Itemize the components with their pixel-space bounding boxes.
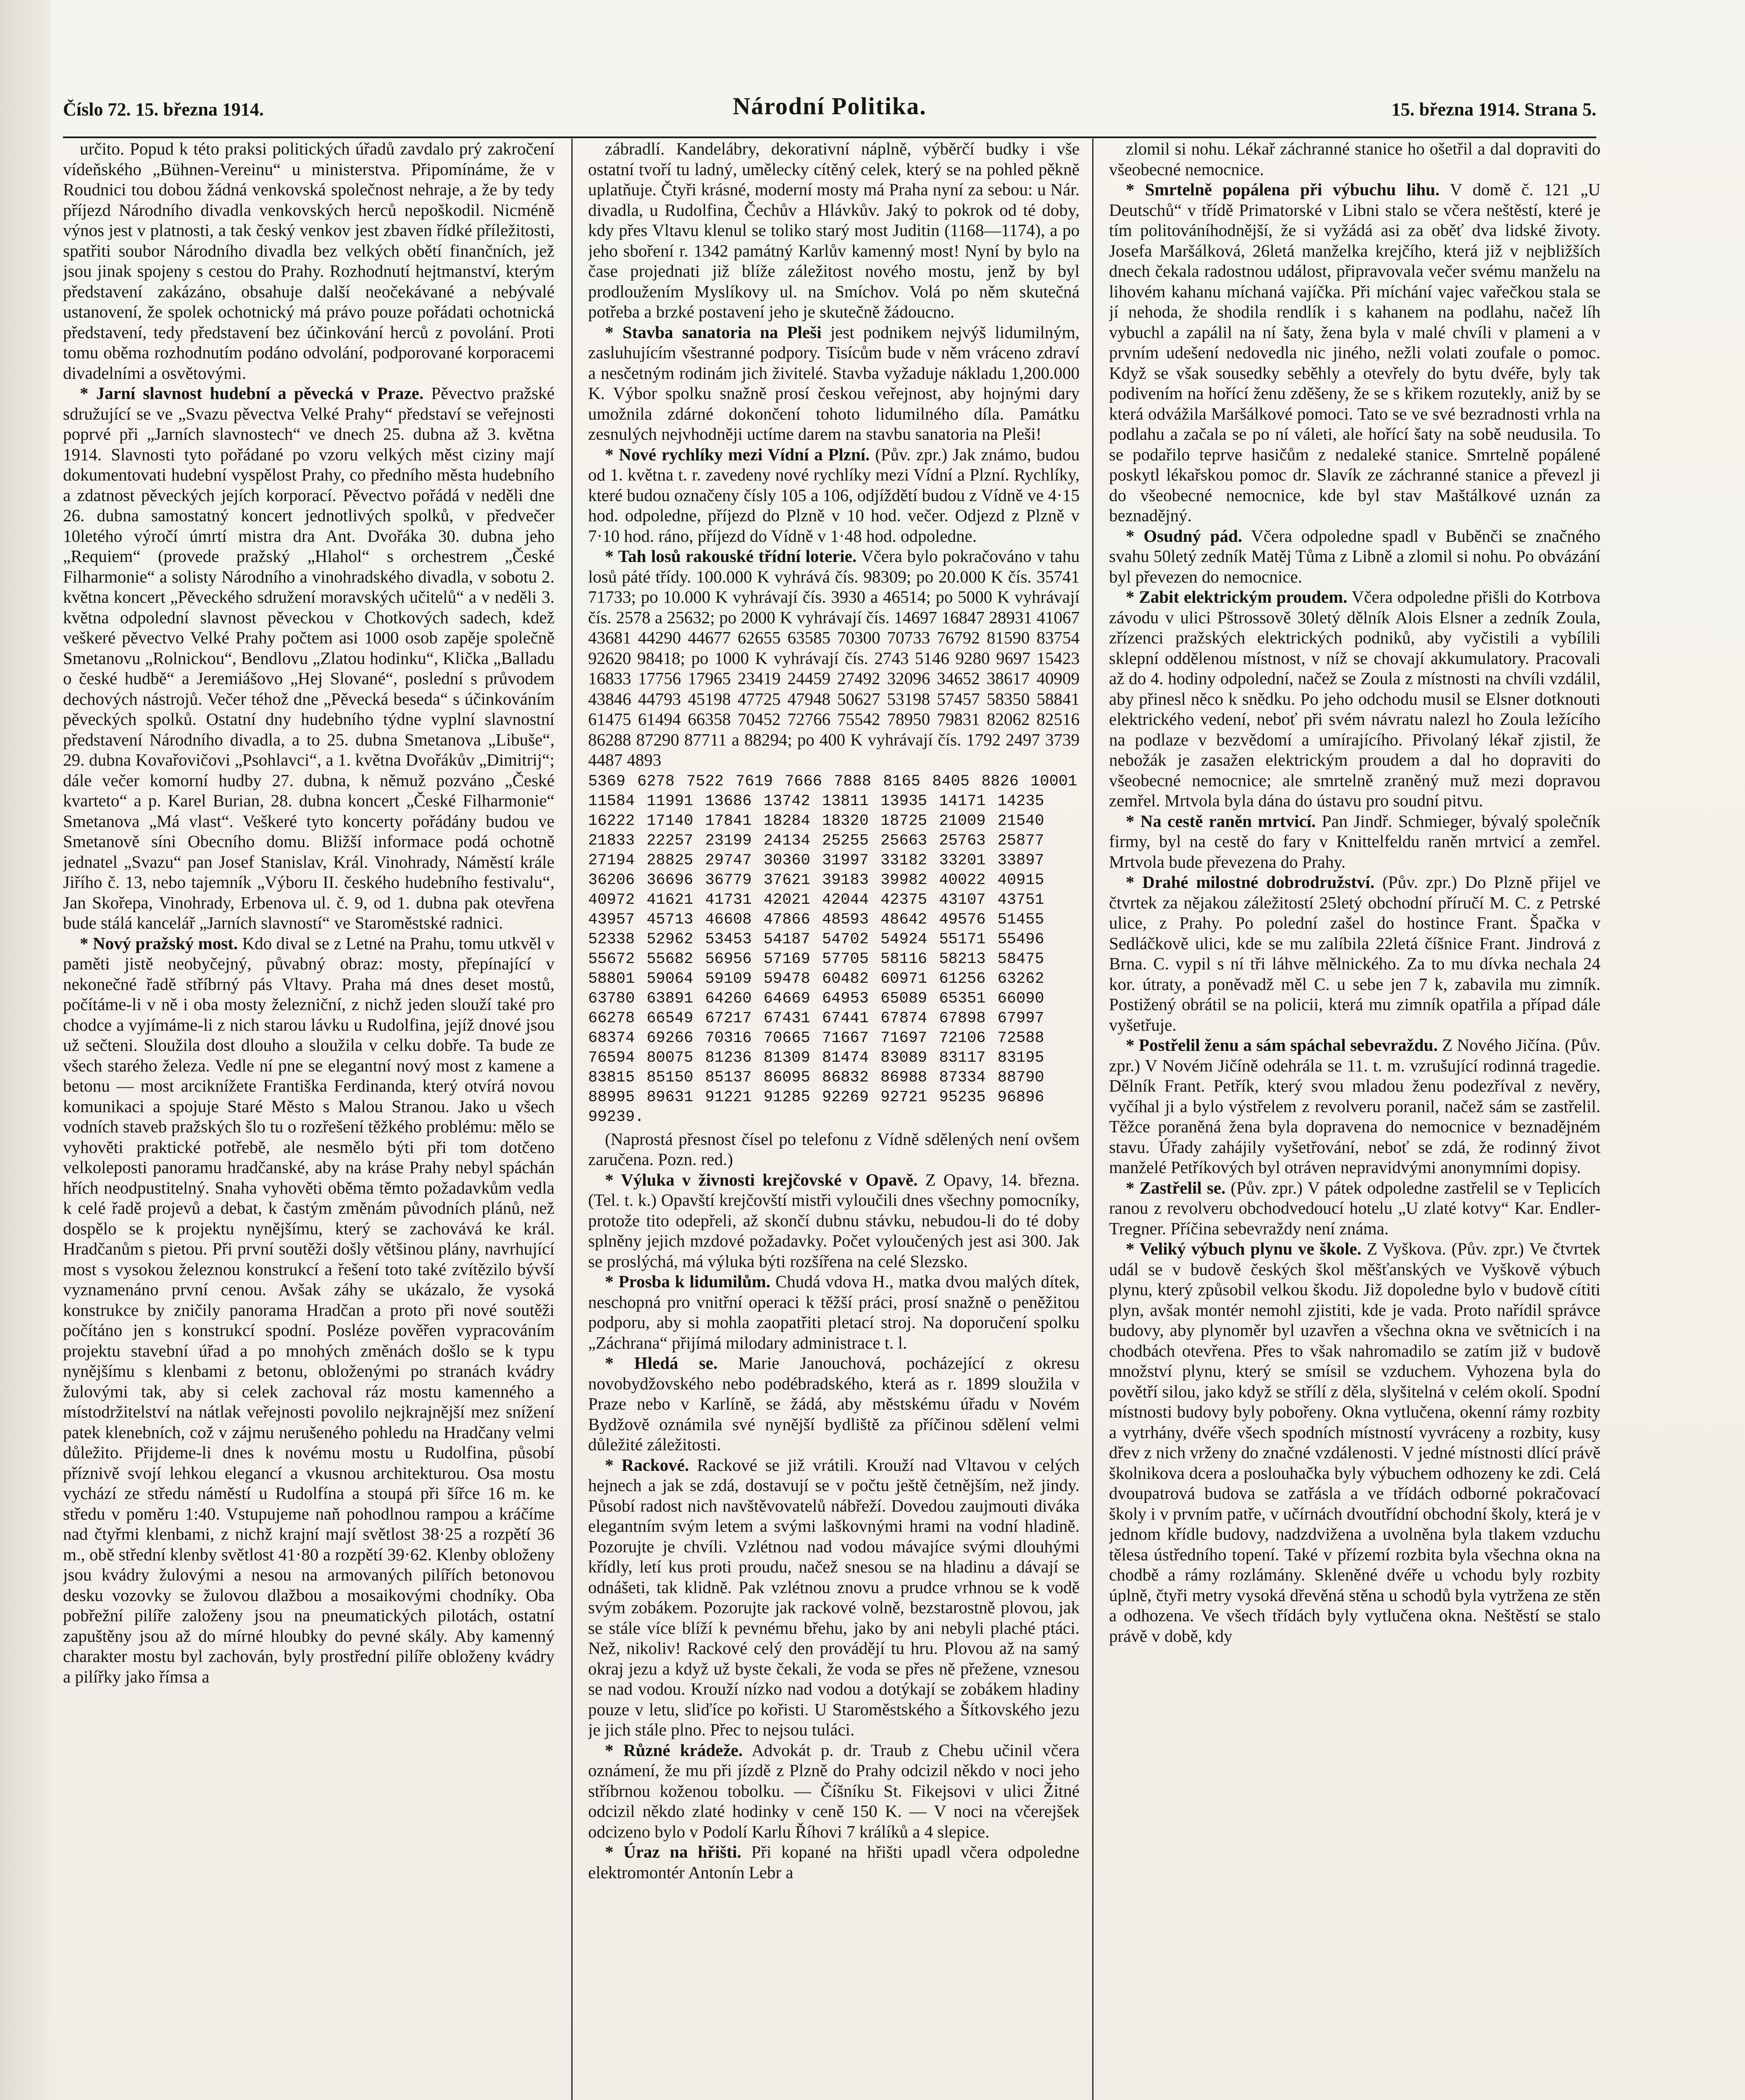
article-text: Při kopané na hřišti upadl včera odpoledne elektromontér Antonín Lebr a xyxy=(588,1842,1080,1882)
article-headline: * Výluka v živnosti krejčovské v Opavě. xyxy=(605,1170,918,1189)
article-paragraph xyxy=(1109,587,1600,811)
article-paragraph xyxy=(588,322,1080,444)
article-paragraph xyxy=(588,1842,1080,1882)
article-text: zábradlí. Kandelábry, dekorativní náplně, výběrčí budky i vše ostatní tvoří tu ladný, umělecky cítěný celek, který se na pohled pěkně uplatňuje. Čtyři krásné, moderní mosty má Praha nyní za sebou: u Nár. divadla, u Rudolfina, Čechův a Hlávkův. Jaký to pokrok od té doby, kdy přes Vltavu klenul se toliko starý most Juditin (1168—1174), a po jeho sboření r. 1342 památný Karlův kamenný most! Nyní by bylo na čase projednati již blíže záležitost nového mostu, jenž by byl prodloužením Myslíkovy ul. na Smíchov. Volá po něm skutečná potřeba a brzké postavení jeho je skutečně žádoucno. xyxy=(588,139,1080,321)
article-text: určito. Popud k této praksi politických úřadů zavdalo prý zakročení vídeňského „Bühnen-Vereinu“ u ministerstva. Připomínáme, že v Roudnici tou dobou žádná venkovská společnost nehraje, a že by tedy příjezd Národního divadla venkovských herců nepoškodil. Nicméně výnos jest v platnosti, a tak český venkov jest zbaven řídké příležitosti, spatřiti soubor Národního divadla bez velkých obětí finančních, jež jsou jinak spojeny s cestou do Prahy. Rozhodnutí hejtmanství, kterým představení zakázáno, obsahuje další neočekávané a nebývalé ustanovení, že spolek ochotnický má právo pouze pořádati ochotnická představení, tedy představení bez účinkování herců z povolání. Proti tomu oběma rozhodnutím podáno odvolání, podporované korporacemi divadelními a osvětovými. xyxy=(63,139,555,383)
article-paragraph xyxy=(588,1129,1080,1170)
article-paragraph xyxy=(1109,179,1600,526)
article-text: V domě č. 121 „U Deutschů“ v třídě Primatorské v Libni stalo se včera neštěstí, které je tím politováníhodnější, že si vyžádá asi za oběť dva lidské životy. Josefa Maršálková, 26letá manželka krejčího, která již v nejbližších dnech čekala radostnou událost, připravovala večer svému manželu na lihovém kahanu míchaná vajíčka. Při míchání vajec vařečkou stala se jí nehoda, že shodila rendlík i s kahanem na podlahu, načež líh vybuchl a zapálil na ní šaty, žena byla v malé chvíli v plameni a v prvním udešení nedovedla nic jiného, nežli volati zoufale o pomoc. Když se však sousedky seběhly a otevřely do bytu dvéře, byly tak podivením na hořící ženu zděšeny, že se s křikem rozutekly, aniž by se která odvážila Maršálkové pomoci. Tato se ve své bezradnosti vrhla na podlahu a začala se po ní váleti, ale hořící šaty na sobě neudusila. To se podařilo teprve hasičům z nedaleké stanice. Smrtelně popálené poskytl lékařskou pomoc dr. Slavík ze záchranné stanice a převezl ji do všeobecné nemocnice, kde byl stav Maštálkové uznán za beznadějný. xyxy=(1109,180,1600,525)
article-text: Pěvectvo pražské sdružující se ve „Svazu pěvectva Velké Prahy“ představí se veřejnosti poprvé při „Jarních slavnostech“ ve dnech 25. dubna až 3. května 1914. Slavnosti tyto pořádané po vzoru velkých měst ciziny mají dokumentovati hudební vyspělost Prahy, co předního města hudebního a zdatnost pěveckých jejích korporací. Pěvectvo pořádá v neděli dne 26. dubna samostatný koncert jednotlivých spolků, v předvečer 10letého výročí úmrtí mistra dra Ant. Dvořáka 30. dubna jeho „Requiem“ (provede pražský „Hlahol“ s orchestrem „České Filharmonie“ a solisty Národního a vinohradského divadla, v sobotu 2. května koncert „Pěveckého sdružení moravských učitelů“ a v neděli 3. května odpolední slavnost pěveckou v Chotkových sadech, kdež veškeré pěvectvo Velké Prahy počtem asi 1000 osob zapěje společně Smetanovu „Rolnickou“, Bendlovu „Zlatou hodinku“, Klička „Balladu o české hudbě“ a Jeremiášovo „Hej Slované“, poslední s průvodem dechových nástrojů. Večer téhož dne „Pěvecká beseda“ s účinkováním pěveckých spolků. Ostatní dny hudebního týdne vyplní slavnostní představení Národního divadla, a to 25. dubna Smetanova „Libuše“, 29. dubna Kovařovičovi „Psohlavci“, a 1. května Dvořákův „Dimitrij“; dále večer komorní hudby 27. dubna, k němuž pozváno „České kvarteto“ a p. Karel Burian, 28. dubna koncert „České Filharmonie“ Smetanova „Má vlast“. Veškeré tyto koncerty pořádány budou ve Smetanově síni Obecního domu. Bližší informace podá ochotně jednatel „Svazu“ pan Josef Stanislav, Král. Vinohrady, Náměstí krále Jiřího č. 13, nebo tajemník „Výboru II. českého hudebního festivalu“, Jan Skořepa, Vinohrady, Erbenova ul. č. 9, od 1. dubna pak otevřena bude stálá kancelář „Jarních slavností“ ve Staroměstské radnici. xyxy=(63,383,555,932)
page-left-margin xyxy=(0,0,50,2100)
article-paragraph xyxy=(588,444,1080,546)
article-paragraph xyxy=(1109,1035,1600,1178)
lottery-numbers-row: 68374 69266 70316 70665 71667 71697 72106 72588 xyxy=(588,1029,1044,1047)
article-headline: * Drahé milostné dobrodružství. xyxy=(1126,872,1374,892)
lottery-numbers-row: 27194 28825 29747 30360 31997 33182 33201 33897 xyxy=(588,851,1044,869)
article-text: Rackové se již vrátili. Krouží nad Vltavou v celých hejnech a jak se zdá, dostavují se v počtu ještě četnějším, než jindy. Působí radost nich navštěvovatelů nábřeží. Dovedou zaujmouti diváka elegantním svým letem a svými laškovnými hrami na vodní hladině. Pozorujte je chvíli. Vzlétnou nad vodou mávajíce svými dlouhými křídly, letí kus proti proudu, načež snesou se na hladinu a dávají se odnášeti, tak klidně. Pak vzlétnou znovu a prudce vrhnou se k vodě svým zobákem. Pozorujte jak rackové volně, bezstarostně plovou, jak se stále více blíží k pevnému břehu, jako by ani nebyli plaché ptáci. Než, nikoliv! Rackové celý den provádějí tu hru. Plovou až na samý okraj jezu a když už byste čekali, že voda se přes ně přežene, vznesou se nad vodou. Krouží nízko nad vodou a dotýkají se zobákem hladiny pouze v letu, sliďíce po kořisti. U Staroměstského a Šítkovského jezu je jich stále plno. Přec to nejsou tuláci. xyxy=(588,1455,1080,1739)
article-headline: * Smrtelně popálena při výbuchu lihu. xyxy=(1126,180,1440,199)
lottery-numbers-row: 58801 59064 59109 59478 60482 60971 61256 63262 xyxy=(588,970,1044,988)
article-text: Advokát p. dr. Traub z Chebu učinil včera oznámení, že mu při jízdě z Plzně do Prahy odcizil někdo v noci jeho stříbrnou koženou tobolku. — Číšníku St. Fikejsovi v ulici Žitné odcizil někdo zlaté hodinky v ceně 150 K. — V noci na včerejšek odcizeno bylo v Podolí Karlu Říhovi 7 králíků a 4 slepice. xyxy=(588,1740,1080,1841)
column-3 xyxy=(1109,139,1600,2100)
article-headline: * Nové rychlíky mezi Vídní a Plzní. xyxy=(605,444,870,464)
lottery-numbers-row: 43957 45713 46608 47866 48593 48642 49576 51455 xyxy=(588,911,1044,929)
article-paragraph xyxy=(588,1170,1080,1272)
article-paragraph xyxy=(588,139,1080,322)
article-headline: * Tah losů rakouské třídní loterie. xyxy=(605,546,857,566)
lottery-numbers-row: 36206 36696 36779 37621 39183 39982 40022 40915 xyxy=(588,871,1044,889)
article-paragraph xyxy=(588,1740,1080,1842)
article-paragraph xyxy=(63,139,555,383)
article-text: Chudá vdova H., matka dvou malých dítek, neschopná pro vnitřní operaci k těžší práci, prosí snažně o peněžitou podporu, aby si mohla zaopatřiti pletací stroj. Na doporučení spolku „Záchrana“ přijímá milodary administrace t. l. xyxy=(588,1272,1080,1352)
article-headline: * Osudný pád. xyxy=(1126,526,1243,546)
lottery-numbers-row: 99239. xyxy=(588,1108,644,1126)
lottery-numbers-row: 52338 52962 53453 54187 54702 54924 55171 55496 xyxy=(588,930,1044,948)
article-headline: * Hledá se. xyxy=(605,1353,718,1373)
article-text: Pan Jindř. Schmieger, bývalý společník firmy, byl na cestě do fary v Knittelfeldu raněn mrtvicí a zemřel. Mrtvola bude převezena do Prahy. xyxy=(1109,811,1600,872)
header-rule xyxy=(63,136,1596,138)
lottery-numbers-row: 83815 85150 85137 86095 86832 86988 87334 88790 xyxy=(588,1068,1044,1087)
article-text: Včera odpoledne spadl v Buběnči se značného svahu 50letý zedník Matěj Tůma z Libně a zlomil si nohu. Po obvázání byl převezen do nemocnice. xyxy=(1109,526,1600,586)
article-headline: * Nový pražský most. xyxy=(80,933,238,953)
article-headline: * Jarní slavnost hudební a pěvecká v Praze. xyxy=(80,383,424,403)
article-paragraph xyxy=(588,1455,1080,1740)
article-headline: * Rackové. xyxy=(605,1455,689,1475)
article-text: (Naprostá přesnost čísel po telefonu z Vídně sdělených není ovšem zaručena. Pozn. red.) xyxy=(588,1129,1080,1169)
article-paragraph xyxy=(63,383,555,933)
article-paragraph xyxy=(1109,872,1600,1035)
article-headline: * Stavba sanatoria na Pleši xyxy=(605,322,822,342)
article-headline: * Na cestě raněn mrtvicí. xyxy=(1126,811,1316,831)
article-text: zlomil si nohu. Lékař záchranné stanice ho ošetřil a dal dopraviti do všeobecné nemocnice. xyxy=(1109,139,1600,179)
article-text: Z Opavy, 14. března. (Tel. t. k.) Opavští krejčovští mistři vyloučili dnes všechny pomocníky, protože tito odepřeli, až skončí dubnu stávku, nebudou-li do té doby splněny jejich mzdové požadavky. Počet vyloučených jest asi 300. Jak se proslýchá, má výluka býti rozšířena na celé Slezsko. xyxy=(588,1170,1080,1271)
lottery-numbers-row: 40972 41621 41731 42021 42044 42375 43107 43751 xyxy=(588,891,1044,909)
page-header xyxy=(63,90,1596,136)
column-1 xyxy=(63,139,555,2100)
lottery-numbers-row: 21833 22257 23199 24134 25255 25663 25763 25877 xyxy=(588,832,1044,850)
article-paragraph xyxy=(1109,1178,1600,1239)
lottery-numbers-row: 55672 55682 56956 57169 57705 58116 58213 58475 xyxy=(588,950,1044,968)
article-headline: * Veliký výbuch plynu ve škole. xyxy=(1126,1239,1361,1258)
lottery-numbers-row: 16222 17140 17841 18284 18320 18725 21009 21540 xyxy=(588,812,1044,830)
article-headline: * Prosba k lidumilům. xyxy=(605,1272,770,1291)
article-text: (Pův. zpr.) V pátek odpoledne zastřelil se v Teplicích ranou z revolveru obchodvedoucí hotelu „U zlaté kotvy“ Kar. Endler-Tregner. Příčina sebevraždy není známa. xyxy=(1109,1178,1600,1238)
lottery-numbers-table xyxy=(588,772,1080,1127)
article-text: Marie Janouchová, pocházející z okresu novobydžovského nebo podébradského, která as r. 1899 sloužila v Praze nebo v Karlíně, se žádá, aby městskému úřadu v Novém Bydžově oznámila své nynější bydliště za příčinou sdělení velmi důležité záležitosti. xyxy=(588,1353,1080,1454)
lottery-numbers-row: 11584 11991 13686 13742 13811 13935 14171 14235 xyxy=(588,792,1044,810)
article-headline: * Zabit elektrickým proudem. xyxy=(1126,587,1348,606)
column-divider xyxy=(1092,139,1093,2100)
lottery-numbers-row: 63780 63891 64260 64669 64953 65089 65351 66090 xyxy=(588,990,1044,1008)
article-paragraph xyxy=(1109,811,1600,872)
article-paragraph xyxy=(1109,139,1600,179)
article-text: Z Vyškova. (Pův. zpr.) Ve čtvrtek udál se v budově českých škol měšťanských ve Vyškově výbuch plynu, který způsobil velkou škodu. Již dopoledne bylo v budově cítiti plyn, avšak montér nemohl zjistiti, kde je vada. Proto nařídil správce budovy, aby plynoměr byl uzavřen a všechna okna ve světnicích i na chodbách otevřena. Přes to však nahromadilo se zatím již v budově množství plynu, který se smísil se vzduchem. Vyhozena byla do povětří silou, jako když se střílí z děla, slyšitelná v celém okolí. Spodní místnosti budovy byly pobořeny. Okna vytlučena, okenní rámy rozbity a vytrhány, dvéře všech spodních místností vyvráceny a rozbity, kusy dřev z nich vrženy do značné vzdálenosti. V jedné místnosti dlící právě školnikova dcera a poslouhačka byly výbuchem odhozeny ke zdi. Celá dvoupatrová budova se zatřásla a ve třídách odborné pokračovací školy i v prvním patře, v učírnách dvoutřídní obchodní školy, která je v jednom křídle budovy, nadzdvižena a uvolněna byla tlakem vzduchu tělesa ústředního topení. Také v přízemí rozbita byla všechna okna na chodbě a rámy rozlámány. Skleněné dvéře u vchodu byly rozbity úplně, čtyři metry vysoká dřevěná stěna u schodů byla vytržena ze stěn a odhozena. Ve všech třídách byly vytlučena okna. Neštěstí se stalo právě v době, kdy xyxy=(1109,1239,1600,1646)
article-text: Kdo dival se z Letné na Prahu, tomu utkvěl v paměti jistě neobyčejný, půvabný obraz: mosty, přepínající v nekonečné řadě stříbrný pás Vltavy. Praha má dnes deset mostů, počítáme-li v ně i oba mosty železniční, z nichž jeden slouží také pro chodce a vyjímáme-li z nich starou lávku u Rudolfina, jejíž dnové jsou už sečteni. Sloužila dost dlouho a sloužila v celku dobře. Ta bude ze všech starého železa. Vedle ní pne se elegantní nový most z kamene a betonu — most arciknížete Františka Ferdinanda, který otvírá novou komunikaci a spojuje Staré Město s Malou Stranou. Jako u všech vodních staveb pražských šlo tu o rozřešení těžkého problému: mělo se vyhověti praktické potřebě, ale nesmělo býti při tom dotčeno velkoleposti panoramu hradčanské, aby na kráse Prahy nebyl spáchán hřích neodpustitelný. Snaha vyhověti oběma těmto požadavkům vedla k celé řadě projevů a debat, k častým změnám původních plánů, než dospělo se k projektu nynějšímu, který se zachovává ke král. Hradčanům s pietou. Při první soutěži došly většinou plány, navrhující most s vysokou železnou konstrukcí a řešení toto také zvítězilo bývší vyznamenáno první cenou. Avšak záhy se ukázalo, že vysoká konstrukce by zničily panorama Hradčan a proto při nové soutěži počítáno jen s konstrukcí spodní. Posléze pověřen vypracováním projektu stavební úřad a po mnohých změnách došlo se k typu nynějšímu s klenbami z betonu, obloženými po stranách kvádry žulovými tak, aby si celek zachoval ráz mostu kamenného a místodržitelství na nátlak veřejnosti povolilo nejkrajnější mez snížení patek klenebních, což v zájmu nerušeného pohledu na Hradčany velmi důležito. Přijdeme-li dnes k novému mostu u Rudolfina, působí příznivě svojí lehkou elegancí a vkusnou architekturou. Osa mostu vychází ze středu náměstí u Rudolfína a stoupá při šířce 16 m. ke středu v poměru 1:40. Vstupujeme naň pohodlnou rampou a kráčíme nad čtyřmi klenbami, z nichž krajní mají světlost 38·25 a rozpětí 36 m., obě střední klenby světlost 41·80 a rozpětí 39·62. Klenby obloženy jsou kvádry žulovými a nesou na armovaných pilířích betonovou desku vozovky se žulovou dlažbou a mosaikovými chodníky. Oba pobřežní pilíře založeny jsou na pneumatických pilotách, ostatní zapuštěny jsou až do mírné hloubky do pevné skály. Aby kamenný charakter mostu byl zachován, byly prostřední pilíře obloženy kvádry a pilířky jako římsa a xyxy=(63,933,555,1686)
article-headline: * Úraz na hřišti. xyxy=(605,1842,741,1861)
lottery-numbers-row: 5369 6278 7522 7619 7666 7888 8165 8405 8826 10001 xyxy=(588,772,1077,790)
column-2 xyxy=(588,139,1080,2100)
article-paragraph xyxy=(588,1353,1080,1455)
page-info: 15. března 1914. Strana 5. xyxy=(1391,99,1596,120)
article-text: (Pův. zpr.) Do Plzně přijel ve čtvrtek za nějakou záležitostí 25letý obchodní příručí M. C. z Petrské ulice, z Prahy. Po polední zašel do hostince Frant. Špačka v Sedláčkově ulici, kde se mu zalíbila 22letá číšnice Frant. Jindrová z Brna. C. vypil s ní tři láhve mělnického. Za to mu dívka nechala 24 kor. útraty, a poněvadž měl C. u sebe jen 7 k, zabavila mu zimník. Postižený obrátil se na policii, která mu zimník opatřila a případ dále vyšetřuje. xyxy=(1109,872,1600,1034)
article-paragraph xyxy=(588,1271,1080,1353)
article-headline: * Postřelil ženu a sám spáchal sebevraždu. xyxy=(1126,1035,1438,1055)
lottery-numbers-row: 88995 89631 91221 91285 92269 92721 95235 96896 xyxy=(588,1088,1044,1106)
article-text: Z Nového Jičína. (Pův. zpr.) V Novém Jičíně odehrála se 11. t. m. vzrušující rodinná tragedie. Dělník Frant. Petřík, který svou mladou ženu podezříval z nevěry, vyčíhal ji a bylo výstřelem z revolveru poranil, načež sám se zastřelil. Těžce poraněná žena byla dopravena do nemocnice v beznadějném stavu. Úřady zahájily vyšetřování, neboť se zdá, že rodinný život manželé Petříkových byl otráven nepravidvými anonymními dopisy. xyxy=(1109,1035,1600,1177)
article-paragraph xyxy=(588,546,1080,770)
lottery-numbers-row: 76594 80075 81236 81309 81474 83089 83117 83195 xyxy=(588,1049,1044,1067)
article-headline: * Zastřelil se. xyxy=(1126,1178,1226,1197)
article-text: Včera bylo pokračováno v tahu losů páté třídy. 100.000 K vyhrává čís. 98309; po 20.000 K čís. 35741 71733; po 10.000 K vyhrávají čís. 3930 a 46514; po 5000 K vyhrávají čís. 2578 a 25632; po 2000 K vyhrávají čís. 14697 16847 28931 41067 43681 44290 44677 62655 63585 70300 70733 76792 81590 83754 92620 98418; po 1000 K vyhrávají čís. 2743 5146 9280 9697 15423 16833 17756 17965 23419 24459 27492 32096 34652 38617 40909 43846 44793 45198 47725 47948 50627 53198 57457 58350 58841 61475 61494 66358 70452 72766 75542 78950 79831 82062 82516 86288 87290 87711 a 88294; po 400 K vyhrávají čís. 1792 2497 3739 4487 4893 xyxy=(588,546,1080,769)
article-paragraph xyxy=(63,933,555,1687)
lottery-numbers-row: 66278 66549 67217 67431 67441 67874 67898 67997 xyxy=(588,1009,1044,1027)
masthead-title: Národní Politika. xyxy=(733,92,927,120)
article-text: (Pův. zpr.) Jak známo, budou od 1. května t. r. zavedeny nové rychlíky mezi Vídní a Plzní. Rychlíky, které budou označeny čísly 105 a 106, odjíždětí budou z Vídně ve 4·15 hod. odpoledne, příjezd do Plzně v 10 hod. večer. Odjezd z Plzně v 7·10 hod. ráno, příjezd do Vídně v 1·48 hod. odpoledne. xyxy=(588,444,1080,546)
issue-info: Číslo 72. 15. března 1914. xyxy=(63,99,264,120)
article-paragraph xyxy=(1109,1239,1600,1646)
article-paragraph xyxy=(1109,526,1600,587)
article-text: Včera odpoledne přišli do Kotrbova závodu v ulici Pštrossově 30letý dělník Alois Elsner a zedník Zoula, zřízenci pražských elektrických podniků, aby vyčistili a vybílili sklepní oddělenou místnost, v níž se chovají akkumulatory. Pracovali až do 4. hodiny odpolední, načež se Zoula z místnosti na chvíli vzdálil, aby přinesl něco k snědku. Po jeho odchodu musil se Elsner dotknouti elektrického vedení, neboť při svém návratu nalezl ho Zoula ležícího na podlaze v bezvědomí a umírajícího. Přivolaný lékař zjistil, že nebožák je zasažen elektrickým proudem a dal ho dopraviti do všeobecné nemocnice; ale smrtelně zraněný muž mezi dopravou zemřel. Mrtvola byla dána do ústavu pro soudní pitvu. xyxy=(1109,587,1600,810)
article-text: jest podnikem nejvýš lidumilným, zasluhujícím všestranné podpory. Tisícům bude v něm vráceno zdraví a nesčetným rodinám jich živitelé. Stavba vyžaduje nákladu 1,200.000 K. Výbor spolku snažně prosí českou veřejnost, aby hojnými dary umožnila zdárné dokončení tohoto lidumilného díla. Památku zesnulých nejvhodněji uctíme darem na stavbu sanatoria na Pleši! xyxy=(588,322,1080,444)
article-headline: * Různé krádeže. xyxy=(605,1740,743,1760)
column-divider xyxy=(571,139,573,2100)
